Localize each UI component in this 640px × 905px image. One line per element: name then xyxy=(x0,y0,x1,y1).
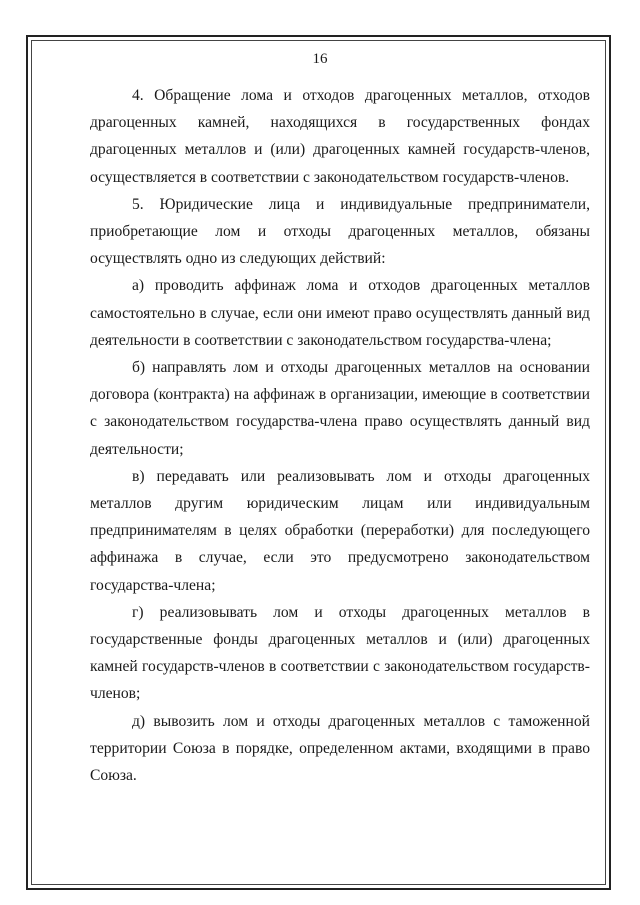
paragraph-5: 5. Юридические лица и индивидуальные предприниматели, приобретающие лом и отходы драгоценных металлов, обязаны осуществлять одно из следующих действий: xyxy=(90,195,590,268)
document-body xyxy=(90,82,590,789)
subparagraph-d: д) вывозить лом и отходы драгоценных металлов с таможенной территории Союза в порядке, определенном актами, входящими в право Союза. xyxy=(90,712,590,785)
page-number: 16 xyxy=(312,51,328,67)
subparagraph-b: б) направлять лом и отходы драгоценных металлов на основании договора (контракта) на аффинаж в организации, имеющие в соответствии с законодательством государства-члена право осуществлять данный вид деятельности; xyxy=(90,359,590,458)
subparagraph-g: г) реализовывать лом и отходы драгоценных металлов в государственные фонды драгоценных металлов и (или) драгоценных камней государств-членов в соответствии с законодательством государств-членов; xyxy=(90,603,590,703)
subparagraph-a: а) проводить аффинаж лома и отходов драгоценных металлов самостоятельно в случае, если они имеют право осуществлять данный вид деятельности в соответствии с законодательством государства-члена; xyxy=(90,277,590,349)
subparagraph-v: в) передавать или реализовывать лом и отходы драгоценных металлов другим юридическим лицам или индивидуальным предпринимателям в целях обработки (переработки) для последующего аффинажа в случае, если это предусмотрено законодательством государства-члена; xyxy=(90,467,590,594)
paragraph-4: 4. Обращение лома и отходов драгоценных металлов, отходов драгоценных камней, находящихся в государственных фондах драгоценных металлов и (или) драгоценных камней государств-членов, осуществляется в соответствии с законодательством государств-членов. xyxy=(90,87,590,186)
